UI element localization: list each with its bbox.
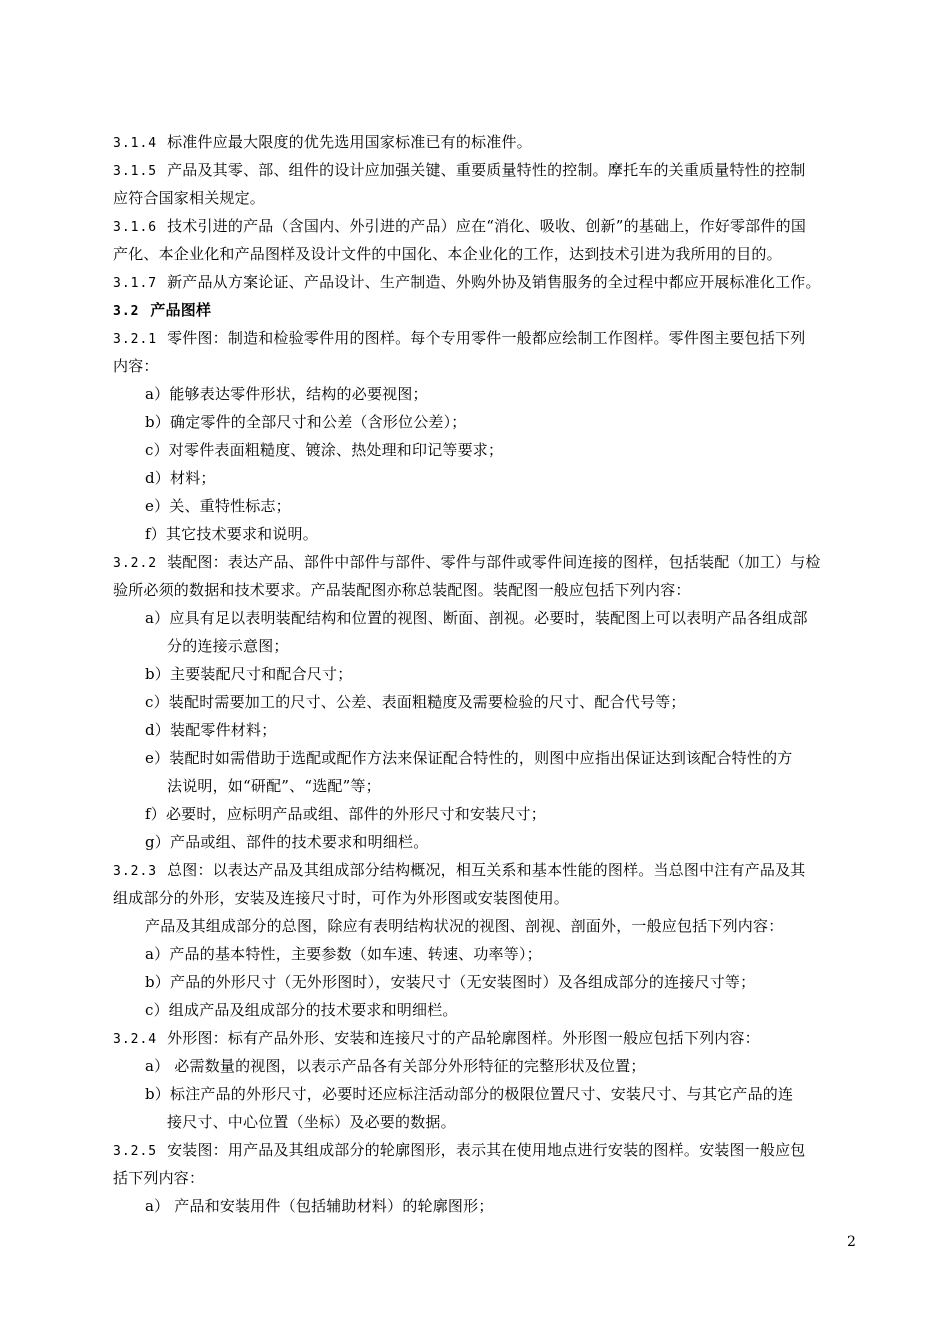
line-text: 零件图：制造和检验零件用的图样。每个专用零件一般都应绘制工作图样。零件图主要包括下列 <box>167 329 806 347</box>
line-text: d）材料； <box>145 469 216 487</box>
line-text: 外形图：标有产品外形、安装和连接尺寸的产品轮廓图样。外形图一般应包括下列内容： <box>167 1029 760 1047</box>
text-line <box>113 800 863 828</box>
line-text: a）应具有足以表明装配结构和位置的视图、断面、剖视。必要时，装配图上可以表明产品各组成部 <box>145 609 808 627</box>
line-text: c）组成产品及组成部分的技术要求和明细栏。 <box>145 1001 458 1019</box>
clause-line <box>113 212 863 240</box>
line-text: 应符合国家相关规定。 <box>113 189 266 207</box>
clause-number: 3.1.7 <box>113 276 158 291</box>
line-text: b）标注产品的外形尺寸，必要时还应标注活动部分的极限位置尺寸、安装尺寸、与其它产品的连 <box>145 1085 794 1103</box>
spacer <box>157 273 167 291</box>
line-text: c）装配时需要加工的尺寸、公差、表面粗糙度及需要检验的尺寸、配合代号等； <box>145 693 686 711</box>
text-line <box>113 408 863 436</box>
text-line <box>113 884 863 912</box>
line-text: 分的连接示意图； <box>167 637 289 655</box>
text-line <box>113 772 863 800</box>
text-line <box>113 1052 863 1080</box>
text-line <box>113 688 863 716</box>
clause-line <box>113 156 863 184</box>
line-text: e）关、重特性标志； <box>145 497 291 515</box>
line-text: 总图：以表达产品及其组成部分结构概况，相互关系和基本性能的图样。当总图中注有产品及其 <box>167 861 806 879</box>
clause-number: 3.2.3 <box>113 864 158 879</box>
line-text: b）主要装配尺寸和配合尺寸； <box>145 665 353 683</box>
line-text: 标准件应最大限度的优先选用国家标准已有的标准件。 <box>167 133 532 151</box>
text-line <box>113 492 863 520</box>
spacer <box>157 1029 167 1047</box>
line-text: 新产品从方案论证、产品设计、生产制造、外购外协及销售服务的全过程中都应开展标准化工作。 <box>167 273 821 291</box>
document-body <box>113 128 863 1220</box>
clause-number: 3.2 <box>113 304 140 319</box>
text-line <box>113 968 863 996</box>
clause-number: 3.2.4 <box>113 1032 158 1047</box>
line-text: 括下列内容： <box>113 1169 205 1187</box>
text-line <box>113 184 863 212</box>
section-title: 产品图样 <box>150 301 212 319</box>
text-line <box>113 996 863 1024</box>
text-line <box>113 632 863 660</box>
text-line <box>113 940 863 968</box>
spacer <box>157 329 167 347</box>
line-text: a）能够表达零件形状，结构的必要视图； <box>145 385 428 403</box>
text-line <box>113 828 863 856</box>
text-line <box>113 352 863 380</box>
line-text: b）确定零件的全部尺寸和公差（含形位公差）； <box>145 413 467 431</box>
line-text: a） 产品和安装用件（包括辅助材料）的轮廓图形； <box>145 1197 494 1215</box>
text-line <box>113 912 863 940</box>
line-text: e）装配时如需借助于选配或配作方法来保证配合特性的，则图中应指出保证达到该配合特性的方 <box>145 749 793 767</box>
text-line <box>113 436 863 464</box>
clause-line <box>113 268 863 296</box>
line-text: 内容： <box>113 357 159 375</box>
line-text: 装配图：表达产品、部件中部件与部件、零件与部件或零件间连接的图样，包括装配（加工）与检 <box>167 553 821 571</box>
line-text: 安装图：用产品及其组成部分的轮廓图形，表示其在使用地点进行安装的图样。安装图一般应包 <box>167 1141 806 1159</box>
line-text: d）装配零件材料； <box>145 721 277 739</box>
spacer <box>157 217 167 235</box>
line-text: g）产品或组、部件的技术要求和明细栏。 <box>145 833 429 851</box>
line-text: 组成部分的外形，安装及连接尺寸时，可作为外形图或安装图使用。 <box>113 889 570 907</box>
spacer <box>157 1141 167 1159</box>
spacer <box>157 553 167 571</box>
line-text: 验所必须的数据和技术要求。产品装配图亦称总装配图。装配图一般应包括下列内容： <box>113 581 691 599</box>
spacer <box>157 161 167 179</box>
text-line <box>113 660 863 688</box>
clause-line <box>113 1024 863 1052</box>
clause-number: 3.2.5 <box>113 1144 158 1159</box>
spacer <box>157 861 167 879</box>
line-text: f）其它技术要求和说明。 <box>145 525 318 543</box>
text-line <box>113 380 863 408</box>
clause-number: 3.1.5 <box>113 164 158 179</box>
clause-line <box>113 324 863 352</box>
line-text: 法说明，如“研配”、“选配”等； <box>167 777 381 795</box>
line-text: a）产品的基本特性，主要参数（如车速、转速、功率等）； <box>145 945 542 963</box>
text-line <box>113 744 863 772</box>
text-line <box>113 1108 863 1136</box>
text-line <box>113 716 863 744</box>
clause-number: 3.1.4 <box>113 136 158 151</box>
line-text: 产品及其组成部分的总图，除应有表明结构状况的视图、剖视、剖面外，一般应包括下列内容： <box>145 917 784 935</box>
text-line <box>113 240 863 268</box>
clause-number: 3.2.1 <box>113 332 158 347</box>
line-text: c）对零件表面粗糙度、镀涂、热处理和印记等要求； <box>145 441 504 459</box>
section-heading <box>113 296 863 324</box>
clause-line <box>113 1136 863 1164</box>
clause-line <box>113 128 863 156</box>
clause-number: 3.1.6 <box>113 220 158 235</box>
line-text: 产化、本企业化和产品图样及设计文件的中国化、本企业化的工作，达到技术引进为我所用的目的。 <box>113 245 782 263</box>
text-line <box>113 1080 863 1108</box>
page-number: 2 <box>847 1234 856 1250</box>
line-text: f）必要时，应标明产品或组、部件的外形尺寸和安装尺寸； <box>145 805 546 823</box>
clause-line <box>113 548 863 576</box>
text-line <box>113 464 863 492</box>
clause-line <box>113 856 863 884</box>
text-line <box>113 520 863 548</box>
line-text: a） 必需数量的视图，以表示产品各有关部分外形特征的完整形状及位置； <box>145 1057 646 1075</box>
text-line <box>113 576 863 604</box>
line-text: b）产品的外形尺寸（无外形图时），安装尺寸（无安装图时）及各组成部分的连接尺寸等； <box>145 973 756 991</box>
line-text: 产品及其零、部、组件的设计应加强关键、重要质量特性的控制。摩托车的关重质量特性的控制 <box>167 161 806 179</box>
text-line <box>113 1192 863 1220</box>
line-text: 技术引进的产品（含国内、外引进的产品）应在“消化、吸收、创新”的基础上，作好零部件的国 <box>167 217 807 235</box>
spacer <box>157 133 167 151</box>
text-line <box>113 1164 863 1192</box>
clause-number: 3.2.2 <box>113 556 158 571</box>
text-line <box>113 604 863 632</box>
line-text: 接尺寸、中心位置（坐标）及必要的数据。 <box>167 1113 456 1131</box>
spacer <box>139 301 150 319</box>
